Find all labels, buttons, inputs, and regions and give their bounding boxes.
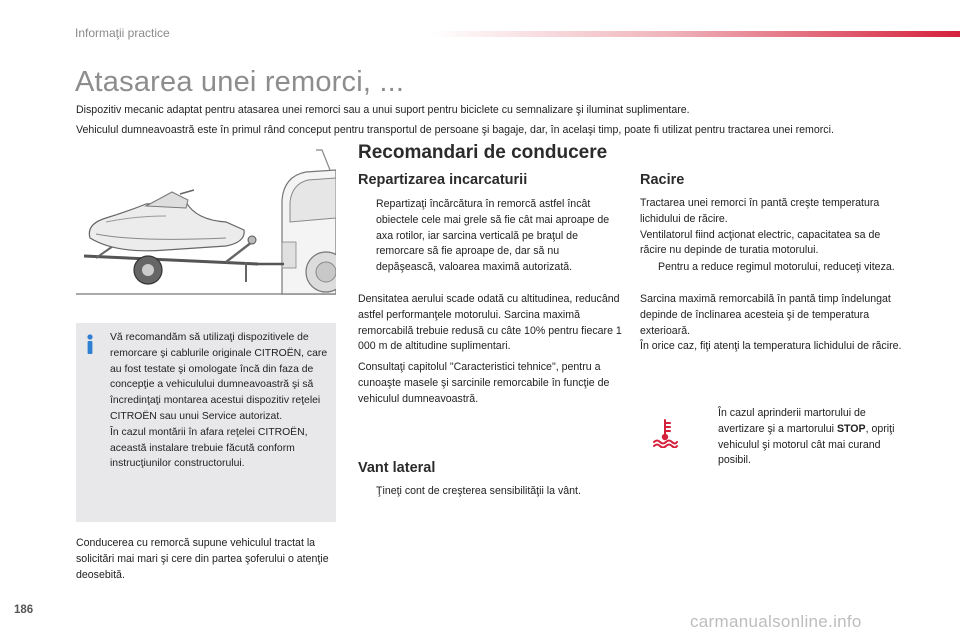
info-box-text: Vă recomandăm să utilizaţi dispozitivele de remorcare şi cablurile originale CITROËN, care au fost testate şi omologate încă din faza de concepţie a vehiculului dumneavoastră şi să încredinţaţi montarea acestui dispozitiv reţelei CITROËN sau unui Service autorizat. În cazul montării în afara reţelei CITROËN, această instalare trebuie făcută conform instrucţiunilor constructorului. [110,332,328,470]
watermark: carmanualsonline.info [690,612,862,631]
page-number: 186 [14,604,34,616]
consult-paragraph: Consultaţi capitolul "Caracteristici tehnice", pentru a cunoaşte masele şi sarcinile remorcabile în funcţie de vehiculul dumneavoastră. [358,361,610,405]
cooling-paragraph-1: Tractarea unei remorci în pantă creşte temperatura lichidului de răcire. Ventilatorul fiind acţionat electric, capacitatea sa de răcire nu depinde de turatia motorului. [640,197,881,257]
side-wind-heading: Vant lateral [358,460,436,476]
wind-bullet [358,484,618,500]
bullet-icon [358,484,376,500]
towing-note: Conducerea cu remorcă supune vehiculul tractat la solicitări mai mari şi cere din partea şoferului o atenţie deosebită. [76,537,329,581]
warning-bullet-text [718,406,910,469]
page-title: Atasarea unei remorci, ... [75,66,405,98]
wind-bullet-text: Ţineţi cont de creşterea sensibilităţii la vânt. [376,485,581,497]
warning-text-after: , opriţi vehiculul şi motorul cât mai curand posibil. [718,422,895,467]
warning-bullet [700,406,910,469]
cooling-bullet-text: Pentru a reduce regimul motorului, reduceţi viteza. [658,261,895,273]
driving-advice-heading: Recomandari de conducere [358,142,608,163]
stop-label: STOP [836,422,866,435]
trailer-illustration [76,142,336,300]
cooling-heading: Racire [640,172,685,188]
section-label: Informaţii practice [75,26,170,40]
info-icon [86,334,94,354]
load-distribution-heading: Repartizarea incarcaturii [358,172,528,188]
cooling-bullet [640,260,905,276]
bullet-icon [640,260,658,276]
warning-text-before: În cazul aprinderii martorului de avertizare şi a martorului [718,407,866,435]
intro-paragraph-1: Dispozitiv mecanic adaptat pentru atasarea unei remorci sau a unui suport pentru biciclete cu semnalizare şi iluminat suplimentare. [76,104,690,116]
bullet-icon [700,406,718,469]
load-bullet [358,197,618,276]
header-accent-rule [430,31,960,37]
load-bullet-text: Repartizaţi încărcătura în remorcă astfel încât obiectele cele mai grele să fie cât mai aproape de axa rotilor, iar sarcina verticală pe braţul de remorcare să fie aproape de, dar să nu depăşească, valoarea maximă autorizată. [376,198,610,274]
cooling-paragraph-2: Sarcina maximă remorcabilă în pantă timp îndelungat depinde de înclinarea acesteia şi de temperatura exterioară. În orice caz, fiţi atenţi la temperatura lichidului de răcire. [640,293,902,353]
coolant-temperature-warning-icon [652,418,678,448]
intro-paragraph-2: Vehiculul dumneavoastră este în primul rând conceput pentru transportul de persoane şi bagaje, dar, în acelaşi timp, poate fi utilizat pentru tractarea unei remorci. [76,124,834,136]
air-density-paragraph: Densitatea aerului scade odată cu altitudinea, reducând astfel performanţele motorului. Sarcina maximă remorcabilă trebuie redusă cu câte 10% pentru fiecare 1 000 m de altitudine suplimentari. [358,293,622,353]
bullet-icon [358,197,376,276]
